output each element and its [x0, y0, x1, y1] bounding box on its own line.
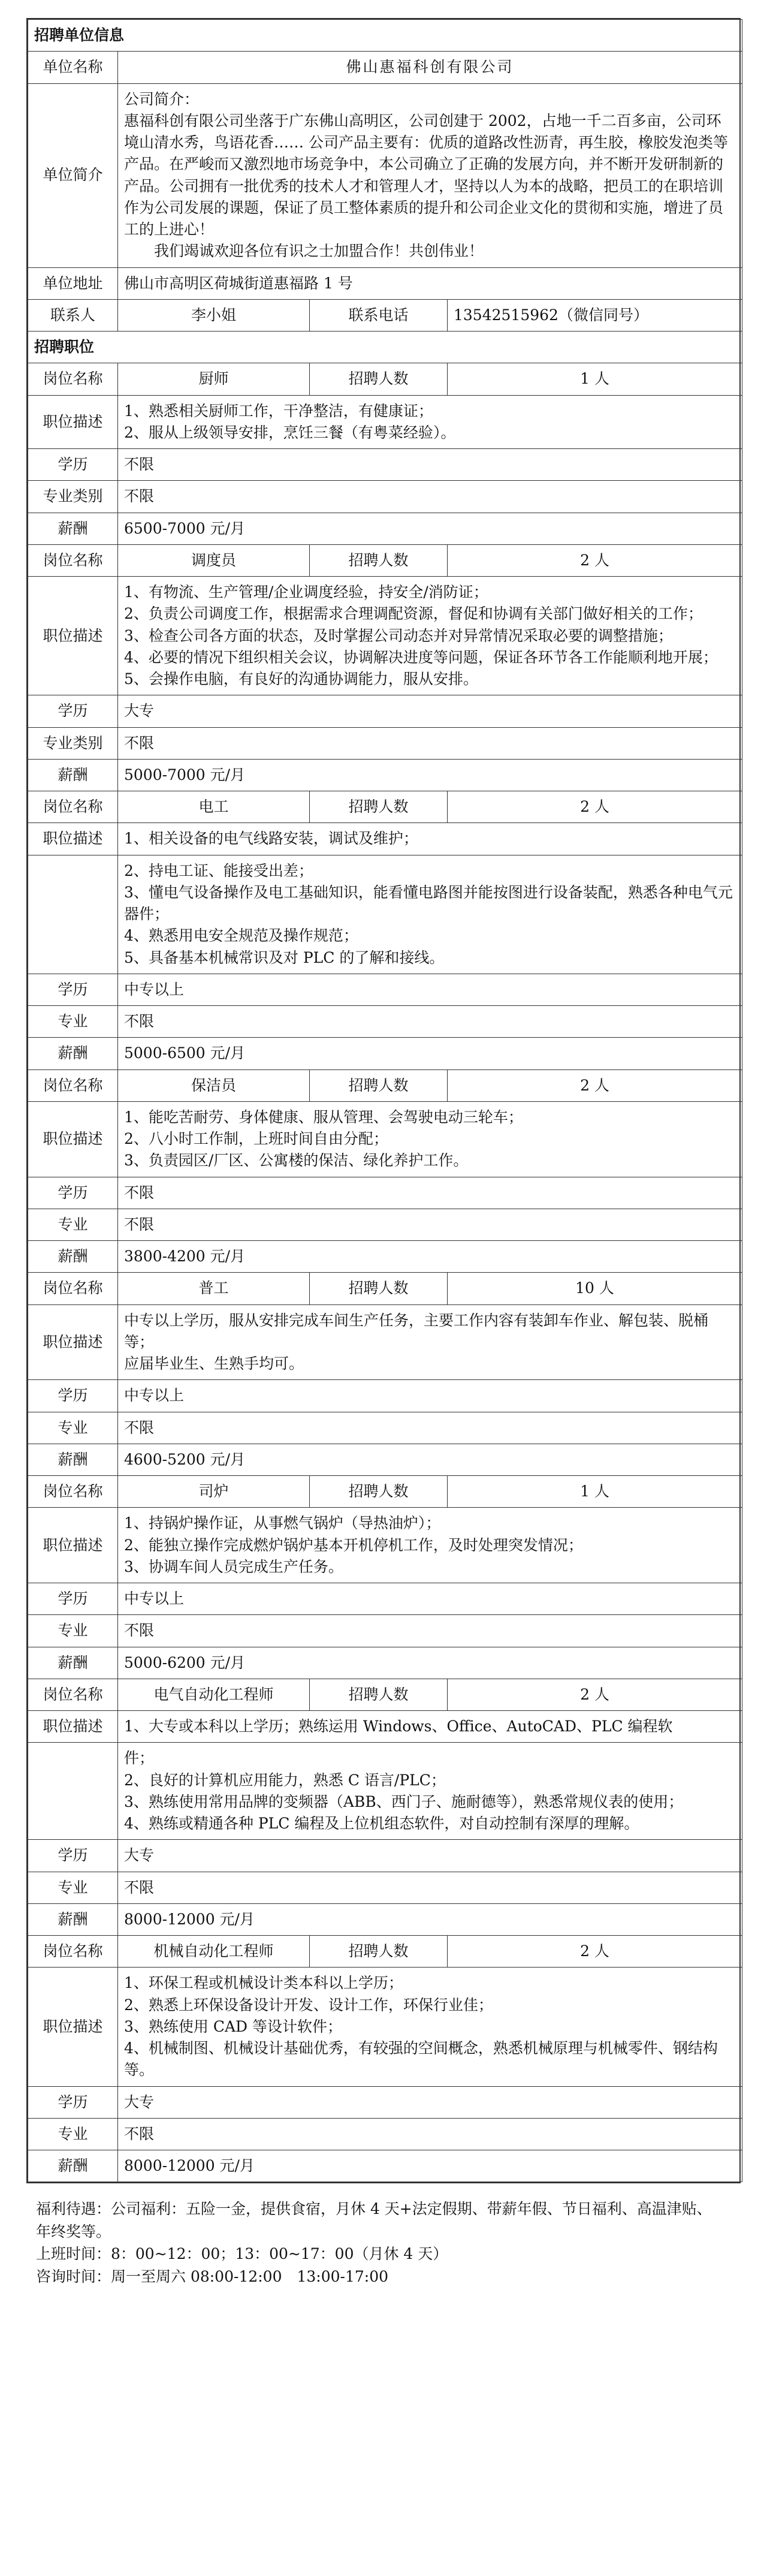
major-row	[28, 727, 742, 759]
description-line: 1、持锅炉操作证，从事燃气锅炉（导热油炉）；	[124, 1514, 441, 1532]
salary-row	[28, 1444, 742, 1475]
description-line: 4、机械制图、机械设计基础优秀，有较强的空间概念，熟悉机械原理与机械零件、钢结构等。	[124, 2039, 718, 2079]
phone-number[interactable]: 13542515962（微信同号）	[448, 299, 742, 331]
description-line: 1、有物流、生产管理/企业调度经验，持安全/消防证；	[124, 583, 488, 601]
description-line: 5、具备基本机械常识及对 PLC 的了解和接线。	[124, 948, 445, 966]
education-row	[28, 1380, 742, 1412]
position-name: 机械自动化工程师	[118, 1936, 310, 1968]
description-line: 4、必要的情况下组织相关会议，协调解决进度等问题，保证各环节各工作能顺利地开展；	[124, 648, 718, 666]
major-value: 不限	[118, 1006, 742, 1038]
description-line: 应届毕业生、生熟手均可。	[124, 1355, 304, 1372]
headcount-label: 招聘人数	[310, 1476, 448, 1508]
description-text	[118, 1968, 742, 2086]
description-line: 4、熟悉用电安全规范及操作规范；	[124, 927, 358, 945]
description-line: 5、会操作电脑，有良好的沟通协调能力，服从安排。	[124, 670, 478, 688]
major-row	[28, 2118, 742, 2150]
contact-row	[28, 299, 742, 331]
salary-value: 5000-7000 元/月	[118, 759, 742, 791]
description-line: 件；	[124, 1749, 155, 1767]
salary-value: 5000-6200 元/月	[118, 1647, 742, 1679]
education-row	[28, 1840, 742, 1872]
education-label: 学历	[28, 449, 118, 481]
company-intro	[118, 83, 742, 267]
company-intro-welcome: 我们竭诚欢迎各位有识之士加盟合作！共创伟业！	[154, 242, 484, 260]
position-name: 电工	[118, 791, 310, 823]
major-row	[28, 1615, 742, 1647]
position-header-row	[28, 791, 742, 823]
description-row	[28, 577, 742, 695]
recruitment-table	[28, 19, 742, 2182]
description-text	[118, 1743, 742, 1840]
education-label: 学历	[28, 1177, 118, 1209]
description-continued-label-cell	[28, 855, 118, 974]
description-continued-label-cell	[28, 1743, 118, 1840]
education-value: 大专	[118, 1840, 742, 1872]
education-value: 不限	[118, 449, 742, 481]
description-label: 职位描述	[28, 577, 118, 695]
description-row	[28, 1968, 742, 2086]
position-name: 厨师	[118, 363, 310, 395]
headcount-label: 招聘人数	[310, 544, 448, 576]
salary-row	[28, 1241, 742, 1273]
position-name: 电气自动化工程师	[118, 1679, 310, 1710]
education-value: 中专以上	[118, 974, 742, 1005]
major-row	[28, 481, 742, 513]
position-header-row	[28, 544, 742, 576]
description-line: 3、协调车间人员完成生产任务。	[124, 1557, 343, 1575]
education-value: 中专以上	[118, 1380, 742, 1412]
description-line: 2、八小时工作制，上班时间自由分配；	[124, 1130, 388, 1147]
education-row	[28, 695, 742, 727]
major-row	[28, 1209, 742, 1240]
company-name: 佛山惠福科创有限公司	[118, 52, 742, 83]
recruitment-sheet	[26, 18, 741, 2183]
description-row	[28, 1711, 742, 1743]
major-label: 专业	[28, 1615, 118, 1647]
major-value: 不限	[118, 1615, 742, 1647]
salary-value: 4600-5200 元/月	[118, 1444, 742, 1475]
major-label: 专业	[28, 2118, 118, 2150]
salary-row	[28, 2150, 742, 2182]
description-line: 1、能吃苦耐劳、身体健康、服从管理、会驾驶电动三轮车；	[124, 1108, 523, 1126]
company-intro-label: 单位简介	[28, 83, 118, 267]
headcount-label: 招聘人数	[310, 791, 448, 823]
position-header-row	[28, 1069, 742, 1101]
salary-value: 3800-4200 元/月	[118, 1241, 742, 1273]
salary-row	[28, 1647, 742, 1679]
position-name: 保洁员	[118, 1069, 310, 1101]
headcount-value: 10 人	[448, 1273, 742, 1304]
position-name-label: 岗位名称	[28, 544, 118, 576]
education-label: 学历	[28, 1583, 118, 1615]
position-header-row	[28, 1273, 742, 1304]
description-text	[118, 823, 742, 855]
major-row	[28, 1872, 742, 1903]
section-employer-title: 招聘单位信息	[28, 20, 742, 52]
salary-label: 薪酬	[28, 759, 118, 791]
description-label: 职位描述	[28, 1968, 118, 2086]
company-intro-row	[28, 83, 742, 267]
section-positions-title: 招聘职位	[28, 332, 742, 363]
headcount-label: 招聘人数	[310, 1936, 448, 1968]
major-row	[28, 1412, 742, 1444]
education-label: 学历	[28, 1380, 118, 1412]
major-label: 专业	[28, 1006, 118, 1038]
description-row	[28, 1101, 742, 1177]
position-name-label: 岗位名称	[28, 791, 118, 823]
education-value: 大专	[118, 2086, 742, 2118]
contact-label: 联系人	[28, 299, 118, 331]
major-value: 不限	[118, 1412, 742, 1444]
work-hours-text: 上班时间：8：00~12：00；13：00~17：00（月休 4 天）	[36, 2245, 448, 2262]
section-employer-row	[28, 20, 742, 52]
description-text	[118, 577, 742, 695]
major-label: 专业	[28, 1872, 118, 1903]
position-name-label: 岗位名称	[28, 363, 118, 395]
headcount-label: 招聘人数	[310, 363, 448, 395]
position-name-label: 岗位名称	[28, 1679, 118, 1710]
salary-value: 6500-7000 元/月	[118, 513, 742, 544]
description-line: 2、熟悉上环保设备设计开发、设计工作，环保行业佳；	[124, 1996, 493, 2014]
major-label: 专业类别	[28, 481, 118, 513]
description-text	[118, 1101, 742, 1177]
headcount-value: 1 人	[448, 363, 742, 395]
description-text	[118, 1304, 742, 1380]
benefits-text: 福利待遇：公司福利：五险一金，提供食宿，月休 4 天+法定假期、带薪年假、节日福利、高温津贴、年终奖等。	[36, 2200, 712, 2240]
description-continued-row	[28, 855, 742, 974]
salary-value: 5000-6500 元/月	[118, 1038, 742, 1069]
contact-name: 李小姐	[118, 299, 310, 331]
major-value: 不限	[118, 1209, 742, 1240]
description-line: 2、持电工证、能接受出差；	[124, 861, 313, 879]
description-label: 职位描述	[28, 1101, 118, 1177]
description-line: 2、良好的计算机应用能力，熟悉 C 语言/PLC；	[124, 1771, 446, 1789]
description-text	[118, 855, 742, 974]
position-name-label: 岗位名称	[28, 1936, 118, 1968]
description-text	[118, 1508, 742, 1583]
headcount-value: 2 人	[448, 1936, 742, 1968]
education-value: 不限	[118, 1177, 742, 1209]
education-row	[28, 1177, 742, 1209]
description-text	[118, 395, 742, 449]
position-header-row	[28, 1476, 742, 1508]
salary-row	[28, 759, 742, 791]
description-row	[28, 395, 742, 449]
position-header-row	[28, 1936, 742, 1968]
company-address-label: 单位地址	[28, 267, 118, 299]
company-intro-heading: 公司简介：	[124, 90, 200, 108]
description-line: 2、服从上级领导安排，烹饪三餐（有粤菜经验）。	[124, 423, 456, 441]
description-line: 3、熟练使用常用品牌的变频器（ABB、西门子、施耐德等），熟悉常规仪表的使用；	[124, 1792, 684, 1810]
company-name-label: 单位名称	[28, 52, 118, 83]
position-name: 调度员	[118, 544, 310, 576]
salary-label: 薪酬	[28, 1444, 118, 1475]
salary-row	[28, 513, 742, 544]
headcount-label: 招聘人数	[310, 1679, 448, 1710]
company-address: 佛山市高明区荷城街道惠福路 1 号	[118, 267, 742, 299]
salary-value: 8000-12000 元/月	[118, 1903, 742, 1935]
company-name-row	[28, 52, 742, 83]
education-label: 学历	[28, 2086, 118, 2118]
salary-label: 薪酬	[28, 1903, 118, 1935]
major-label: 专业	[28, 1209, 118, 1240]
description-label: 职位描述	[28, 1711, 118, 1743]
major-value: 不限	[118, 1872, 742, 1903]
headcount-value: 2 人	[448, 791, 742, 823]
salary-row	[28, 1038, 742, 1069]
description-line: 1、熟悉相关厨师工作，干净整洁，有健康证；	[124, 402, 433, 420]
description-line: 3、懂电气设备操作及电工基础知识，能看懂电路图并能按图进行设备装配，熟悉各种电气元器件；	[124, 883, 733, 923]
description-line: 1、大专或本科以上学历；熟练运用 Windows、Office、AutoCAD、PLC 编程软	[124, 1718, 673, 1735]
salary-value: 8000-12000 元/月	[118, 2150, 742, 2182]
major-label: 专业类别	[28, 727, 118, 759]
headcount-value: 2 人	[448, 544, 742, 576]
footer-info	[36, 2198, 725, 2288]
description-line: 2、能独立操作完成燃炉锅炉基本开机停机工作，及时处理突发情况；	[124, 1536, 583, 1554]
position-name-label: 岗位名称	[28, 1476, 118, 1508]
description-line: 4、熟练或精通各种 PLC 编程及上位机组态软件，对自动控制有深厚的理解。	[124, 1815, 639, 1832]
education-label: 学历	[28, 974, 118, 1005]
education-label: 学历	[28, 695, 118, 727]
description-line: 3、负责园区/厂区、公寓楼的保洁、绿化养护工作。	[124, 1152, 469, 1170]
major-value: 不限	[118, 727, 742, 759]
description-line: 2、负责公司调度工作，根据需求合理调配资源，督促和协调有关部门做好相关的工作；	[124, 605, 703, 623]
company-address-row	[28, 267, 742, 299]
position-name-label: 岗位名称	[28, 1273, 118, 1304]
salary-label: 薪酬	[28, 1241, 118, 1273]
education-value: 大专	[118, 695, 742, 727]
description-continued-row	[28, 1743, 742, 1840]
description-line: 中专以上学历，服从安排完成车间生产任务，主要工作内容有装卸车作业、解包装、脱桶等；	[124, 1311, 709, 1351]
major-value: 不限	[118, 2118, 742, 2150]
description-line: 1、环保工程或机械设计类本科以上学历；	[124, 1974, 403, 1992]
section-positions-row	[28, 332, 742, 363]
education-row	[28, 449, 742, 481]
salary-label: 薪酬	[28, 1038, 118, 1069]
description-text	[118, 1711, 742, 1743]
position-name-label: 岗位名称	[28, 1069, 118, 1101]
major-value: 不限	[118, 481, 742, 513]
description-label: 职位描述	[28, 1508, 118, 1583]
description-line: 1、相关设备的电气线路安装，调试及维护；	[124, 830, 418, 848]
description-label: 职位描述	[28, 1304, 118, 1380]
salary-row	[28, 1903, 742, 1935]
education-value: 中专以上	[118, 1583, 742, 1615]
major-label: 专业	[28, 1412, 118, 1444]
headcount-label: 招聘人数	[310, 1273, 448, 1304]
headcount-label: 招聘人数	[310, 1069, 448, 1101]
phone-label: 联系电话	[310, 299, 448, 331]
position-name: 司炉	[118, 1476, 310, 1508]
salary-label: 薪酬	[28, 513, 118, 544]
position-name: 普工	[118, 1273, 310, 1304]
description-line: 3、检查公司各方面的状态，及时掌握公司动态并对异常情况采取必要的调整措施；	[124, 626, 673, 644]
description-row	[28, 823, 742, 855]
major-row	[28, 1006, 742, 1038]
education-row	[28, 974, 742, 1005]
education-label: 学历	[28, 1840, 118, 1872]
salary-label: 薪酬	[28, 1647, 118, 1679]
education-row	[28, 1583, 742, 1615]
description-row	[28, 1508, 742, 1583]
position-header-row	[28, 1679, 742, 1710]
consult-hours-text: 咨询时间：周一至周六 08:00-12:00 13:00-17:00	[36, 2267, 389, 2285]
description-row	[28, 1304, 742, 1380]
description-label: 职位描述	[28, 395, 118, 449]
headcount-value: 2 人	[448, 1679, 742, 1710]
company-intro-body: 惠福科创有限公司坐落于广东佛山高明区，公司创建于 2002，占地一千二百多亩，公司环境山清水秀，鸟语花香…… 公司产品主要有：优质的道路改性沥青，再生胶，橡胶发泡类等产品。在严峻而又激烈地市场竞争中，本公司确立了正确的发展方向，并不断开发研制新的产品。公司拥有一批优秀的技术人才和管理人才，坚持以人为本的战略，把员工的在职培训作为公司发展的课题，保证了员工整体素质的提升和公司企业文化的贯彻和实施，增进了员工的上进心！	[124, 112, 728, 238]
position-header-row	[28, 363, 742, 395]
headcount-value: 2 人	[448, 1069, 742, 1101]
education-row	[28, 2086, 742, 2118]
headcount-value: 1 人	[448, 1476, 742, 1508]
description-label: 职位描述	[28, 823, 118, 855]
description-line: 3、熟练使用 CAD 等设计软件；	[124, 2017, 343, 2035]
salary-label: 薪酬	[28, 2150, 118, 2182]
